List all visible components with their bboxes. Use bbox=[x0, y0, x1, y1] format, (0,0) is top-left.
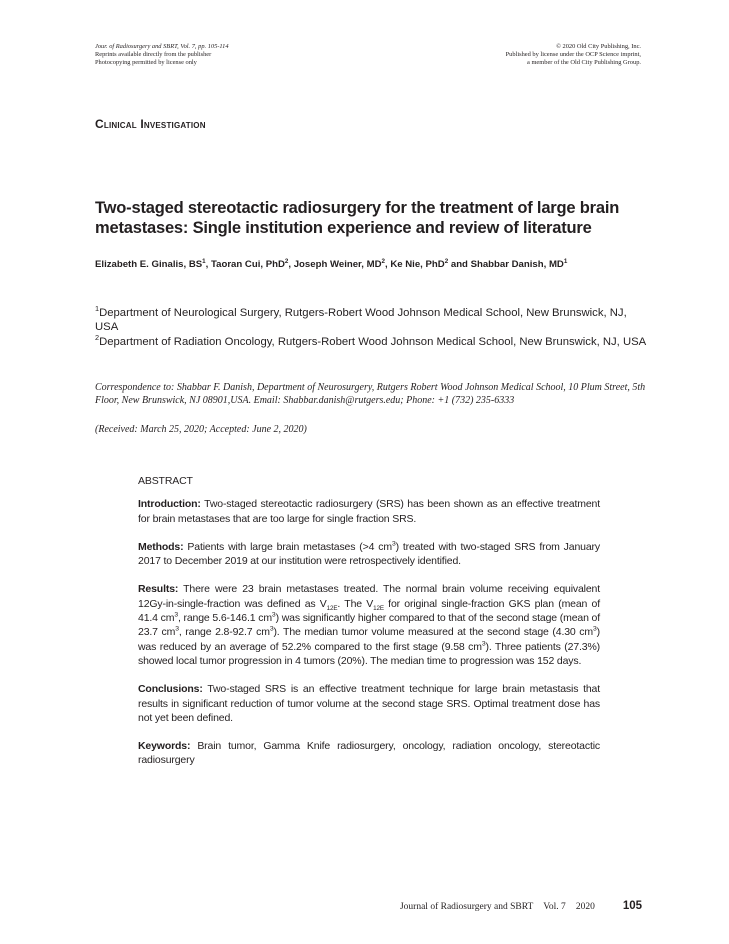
author-name: Ke Nie, PhD bbox=[390, 259, 445, 270]
abstract-conclusions: Conclusions: Two-staged SRS is an effective treatment technique for large brain metastasis that results in significant reduction of tumor volume at the second stage SRS. Optimal treatment dose has not yet been defined. bbox=[138, 683, 600, 724]
page-number: 105 bbox=[622, 900, 642, 912]
author-affiliation-mark: 1 bbox=[563, 257, 568, 265]
abstract-introduction: Introduction: Two-staged stereotactic radiosurgery (SRS) has been shown as an effective treatment for brain metastases that are too large for single fraction SRS. bbox=[138, 498, 601, 525]
author-affiliation-mark: 2 bbox=[381, 257, 385, 265]
affiliation-item: $^1$Department of Neurological Surgery, Rutgers-Robert Wood Johnson Medical School, New Brunswick, NJ, USA bbox=[95, 304, 627, 334]
section-label: Clinical Investigation bbox=[95, 117, 206, 131]
author-name: Shabbar Danish, MD bbox=[470, 259, 564, 270]
license-line: Published by license under the OCP Science imprint, bbox=[505, 51, 641, 58]
footer-journal-name: Journal of Radiosurgery and SBRT bbox=[399, 902, 534, 912]
introduction-label: Introduction: bbox=[138, 498, 201, 511]
footer-year: 2020 bbox=[575, 902, 595, 912]
author-list: Elizabeth E. Ginalis, $BS^1$, Taoran Cui, PhD$^2$, Joseph Weiner, $MD^2$, Ke Nie, PhD$^2$ and Shabbar Danish, $MD^1$ bbox=[95, 257, 568, 270]
affiliation-item: $^2$Department of Radiation Oncology, Rutgers-Robert Wood Johnson Medical School, New Brunswick, NJ, USA bbox=[95, 333, 647, 348]
author-name: Elizabeth E. Ginalis, BS bbox=[95, 259, 203, 270]
abstract bbox=[138, 474, 600, 782]
reprints-note: Reprints available directly from the publisher bbox=[95, 51, 212, 58]
author-affiliation-mark: 2 bbox=[284, 257, 289, 265]
photocopy-note: Photocopying permitted by license only bbox=[95, 59, 197, 66]
correspondence: Correspondence to: Shabbar F. Danish, Department of Neurosurgery, Rutgers Robert Wood Johnson Medical School, 10 Plum Street, 5th Floor, New Brunswick, NJ 08901,USA. Email: Shabbar.danish@rutgers.edu; Phone: +1 (732) 235-6333 bbox=[95, 382, 646, 407]
methods-label: Methods: bbox=[138, 540, 184, 553]
abstract-heading: ABSTRACT bbox=[138, 475, 193, 487]
results-label: Results: bbox=[138, 583, 179, 596]
page-footer bbox=[400, 900, 642, 912]
abstract-methods: Methods: Patients with large brain metastases (>4 $cm^3$) treated with two-staged SRS from January 2017 to December 2019 at our institution were retrospectively identified. bbox=[138, 540, 600, 568]
author-affiliation-mark: 1 bbox=[202, 257, 206, 265]
author-affiliation-mark: 2 bbox=[444, 257, 449, 265]
abstract-results: Results: There were 23 brain metastases treated. The normal brain volume receiving equivalent 12Gy-in-single-fraction was defined as $V_{12E}$. The $V_{12E}$ for original single-fraction GKS plan (mean of 41.4 $cm^3$, range 5.6-146.1 $cm^3$) was significantly higher compared to that of the second stage (mean of 23.7 $cm^3$, range 2.8-92.7 $cm^3$). The median tumor volume measured at the second stage (4.30 $cm^3$) was reduced by an average of 52.2% compared to the first stage (9.58 $cm^3$). Three patients (27.3%) showed local tumor progression in 4 tumors (20%). The median time to progression was 152 days. bbox=[138, 583, 601, 667]
affiliations bbox=[95, 306, 647, 349]
journal-citation: Jour. of Radiosurgery and SBRT, Vol. 7, pp. 105-114 bbox=[95, 43, 229, 50]
received-accepted-dates: (Received: March 25, 2020; Accepted: June 2, 2020) bbox=[95, 424, 307, 435]
author-name: Joseph Weiner, MD bbox=[293, 259, 382, 270]
conclusions-label: Conclusions: bbox=[138, 683, 203, 696]
abstract-keywords: Keywords: Brain tumor, Gamma Knife radiosurgery, oncology, radiation oncology, stereotactic radiosurgery bbox=[138, 740, 600, 767]
running-header-right bbox=[506, 43, 641, 67]
keywords-label: Keywords: bbox=[138, 740, 191, 753]
copyright-line: © 2020 Old City Publishing, Inc. bbox=[556, 43, 641, 50]
publisher-group-line: a member of the Old City Publishing Group. bbox=[527, 59, 641, 66]
author-name: Taoran Cui, PhD bbox=[210, 259, 285, 270]
footer-volume: Vol. 7 bbox=[543, 902, 566, 912]
article-title: Two-staged stereotactic radiosurgery for the treatment of large brain metastases: Single institution experience and review of literature bbox=[95, 199, 620, 237]
running-header-left bbox=[95, 43, 229, 67]
